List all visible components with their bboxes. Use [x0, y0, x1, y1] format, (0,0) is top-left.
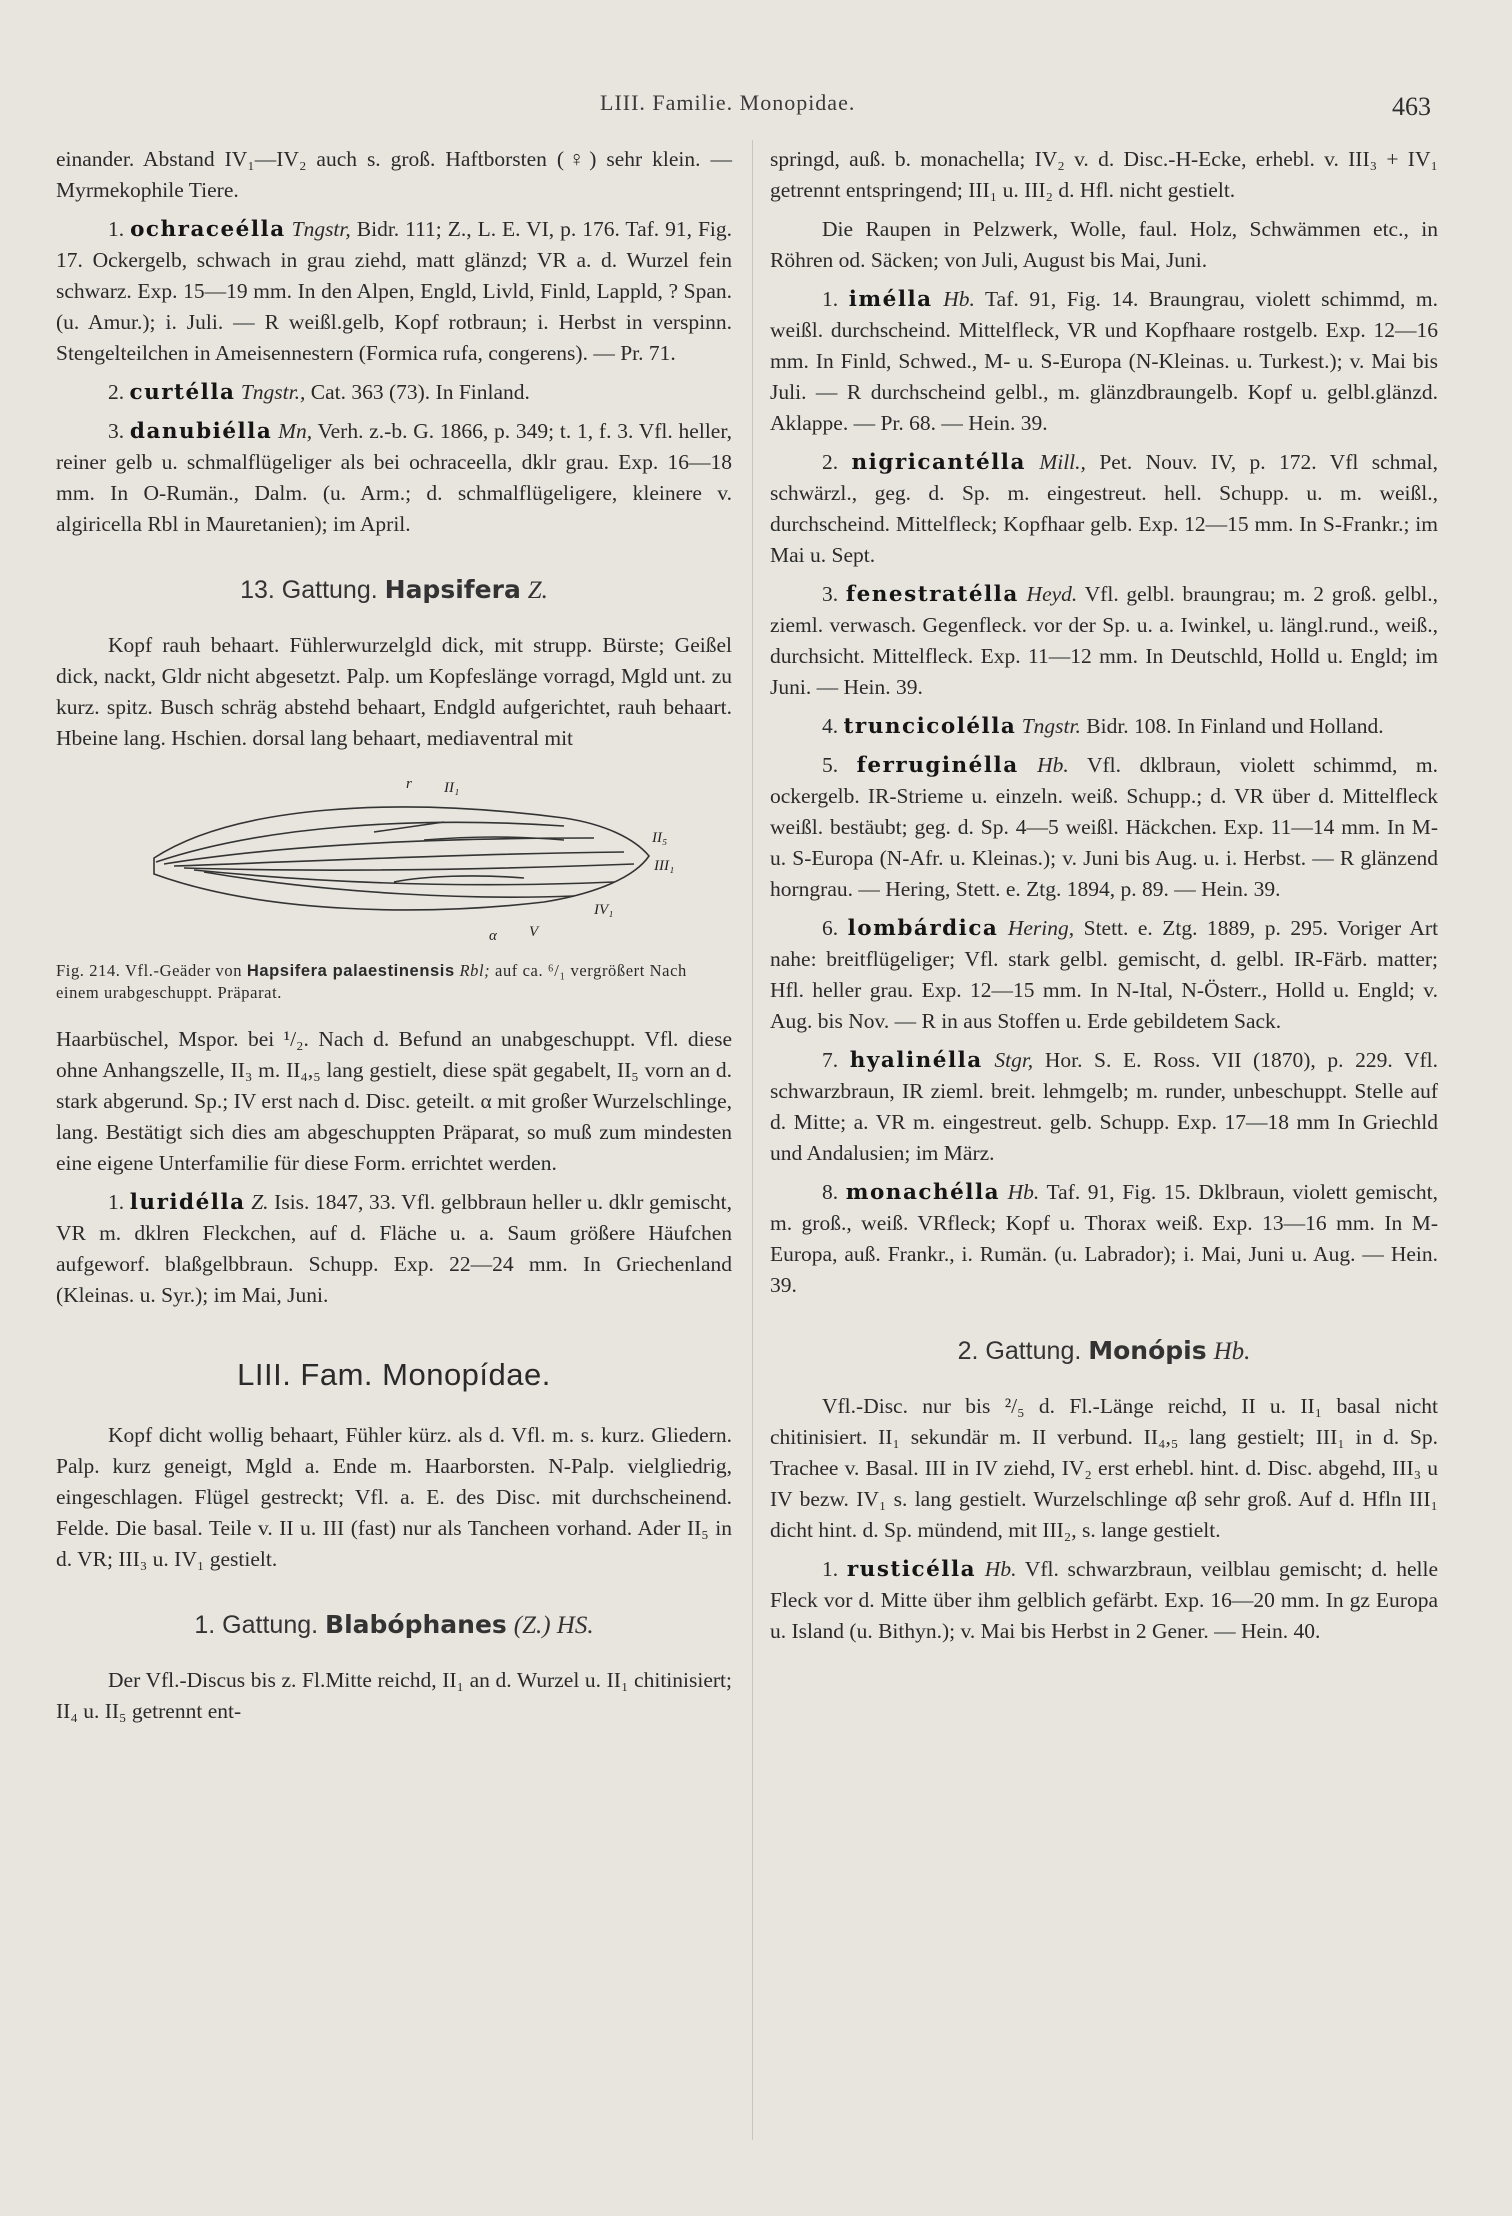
species-text: Vfl. schwarzbraun, veilblau gemischt; d. helle Fleck vor d. Mitte über ihm gelblich gefärbt. Exp. 16—20 mm. In gz Europa u. Island (u. Bithyn.); v. Mai bis Herbst in 2 Gener. — Hein. 40. — [770, 1557, 1438, 1643]
species-author: Mill., — [1039, 450, 1086, 474]
genus-description-continued: Haarbüschel, Mspor. bei ¹/₂. Nach d. Befund an unabgeschuppt. Vfl. diese ohne Anhangszelle, II₃ m. II₄,₅ lang gestielt, diese spät gegabelt, II₅ vorn an d. stark abgerund. Sp.; IV erst nach d. Disc. geteilt. α mit großer Wurzelschlinge, lang. Bestätigt sich dies am abgeschuppten Präparat, so muß zum mindesten eine eigene Unterfamilie für diese Form. errichtet werden. — [56, 1027, 732, 1175]
species-entry — [770, 1177, 1438, 1301]
species-author: Z. — [251, 1190, 269, 1214]
genus-description: Vfl.-Disc. nur bis ²/₅ d. Fl.-Länge reichd, II u. II₁ basal nicht chitinisiert. II₁ sekundär m. II verbund. II₄,₅ lang gestielt; III₁ in d. Sp. Trachee v. Basal. III in IV ziehd, IV₂ erst erhebl. hint. d. Disc. abgehd, III₃ u IV bezw. IV₁ s. lang gestielt. Wurzelschlinge αβ sehr groß. Auf d. Hfln III₁ dicht hint. d. Sp. mündend, mit III₂, s. lange gestielt. — [770, 1394, 1438, 1542]
running-head: LIII. Familie. Monopidae. — [600, 90, 856, 115]
entry-number: 8. — [822, 1180, 839, 1204]
entry-number: 1. — [822, 287, 839, 311]
caption-prefix: Fig. 214. Vfl.-Geäder von — [56, 961, 243, 980]
species-name: lombárdica — [847, 916, 999, 941]
species-text: Bidr. 111; Z., L. E. VI, p. 176. Taf. 91, Fig. 17. Ockergelb, schwach in grau ziehd, matt glänzd; VR a. d. Wurzel fein schwarz. Exp. 15—19 mm. In den Alpen, Engld, Livld, Finld, Lappld, ? Span. (u. Amur.); i. Juli. — R weißl.gelb, Kopf rotbraun; i. Herbst in verspinn. Stengelteilchen in Ameisennestern (Formica rufa, congerens). — Pr. 71. — [56, 217, 733, 365]
family-heading: LIII. Fam. Monopídae. — [237, 1357, 551, 1392]
genus-name: Blabóphanes — [325, 1610, 507, 1639]
genus-heading — [770, 1335, 1438, 1367]
genus-heading — [56, 1609, 732, 1641]
vein-label: IV₁ — [594, 902, 614, 918]
species-author: Hb. — [984, 1557, 1017, 1581]
genus-name: Hapsifera — [384, 575, 521, 604]
genus-description: Kopf rauh behaart. Fühlerwurzelgld dick, mit strupp. Bürste; Geißel dick, nackt, Gldr nicht abgesetzt. Palp. um Kopfeslänge vorragd, Mgld unt. zu kurz. spitz. Busch schräg abstehd behaart, Endgld aufgerichtet, rauh behaart. Hbeine lang. Hschien. dorsal lang behaart, mediaventral mit — [56, 633, 732, 750]
entry-number: 1. — [822, 1557, 839, 1581]
species-entry — [770, 447, 1438, 571]
species-entry — [56, 1187, 732, 1311]
caption-author: Rbl; — [459, 961, 491, 980]
species-entry — [770, 284, 1438, 439]
vein-label: r — [406, 776, 412, 792]
species-name: truncicolélla — [843, 714, 1017, 739]
vein-label: II₁ — [444, 780, 460, 796]
vein-label: α — [489, 928, 497, 944]
entry-number: 3. — [108, 419, 125, 443]
larva-note: Die Raupen in Pelzwerk, Wolle, faul. Holz, Schwämmen etc., in Röhren od. Säcken; von Juli, August bis Mai, Juni. — [770, 217, 1438, 272]
species-entry — [56, 377, 732, 408]
wing-venation-diagram — [94, 766, 694, 956]
genus-label: 1. Gattung. — [194, 1611, 319, 1639]
vein-label: II₅ — [652, 830, 668, 846]
right-column — [770, 144, 1438, 1655]
species-author: Tngstr., — [240, 380, 306, 404]
wing-venation-figure — [56, 766, 732, 1004]
species-author: Tngstr, — [291, 217, 351, 241]
species-text: Verh. z.-b. G. 1866, p. 349; t. 1, f. 3. Vfl. heller, reiner gelb u. schmalflügeliger als bei ochraceella, dklr grau. Exp. 16—18 mm. In O-Rumän., Dalm. (u. Arm.; d. schmalflügeligere, kleinere v. algiricella Rbl in Mauretanien); im April. — [56, 419, 733, 536]
species-name: ferruginélla — [856, 753, 1019, 778]
continued-text: springd, auß. b. monachella; IV₂ v. d. Disc.-H-Ecke, erhebl. v. III₃ + IV₁ getrennt entspringend; III₁ u. III₂ d. Hfl. nicht gestielt. — [770, 147, 1438, 202]
entry-number: 1. — [108, 1190, 125, 1214]
species-entry — [770, 913, 1438, 1037]
genus-author: Z. — [527, 577, 548, 604]
species-name: ochraceélla — [130, 217, 286, 242]
species-name: monachélla — [845, 1180, 1001, 1205]
entry-number: 4. — [822, 714, 839, 738]
species-text: Taf. 91, Fig. 15. Dklbraun, violett gemischt, m. groß., weiß. VRfleck; Kopf u. Thorax weiß. Exp. 13—16 mm. In M-Europa, auß. Frankr., i. Rumän. (u. Labrador); i. Mai, Juni u. Aug. — Hein. 39. — [770, 1180, 1439, 1297]
species-name: nigricantélla — [851, 450, 1026, 475]
vein-label: III₁ — [654, 858, 675, 874]
species-text: Vfl. dklbraun, violett schimmd, m. ockergelb. IR-Strieme u. einzeln. weiß. Schupp.; d. VR über d. Mittelfleck weißl. bestäubt; geg. d. Sp. 4—5 weißl. Häckchen. Exp. 11—14 mm. In M- u. S-Europa (N-Afr. u. Kleinas.); v. Juni bis Aug. u. i. Herbst. — R glänzend horngrau. — Hering, Stett. e. Ztg. 1894, p. 89. — Hein. 39. — [770, 753, 1439, 901]
column-divider — [752, 140, 753, 2140]
family-description: Kopf dicht wollig behaart, Fühler kürz. als d. Vfl. m. s. kurz. Gliedern. Palp. kurz geneigt, Mgld a. Ende m. Haarborsten. N-Palp. vielgliedrig, eingeschlagen. Flügel gestreckt; Vfl. a. E. des Disc. mit durchscheinend. Felde. Die basal. Teile v. II u. III (fast) nur als Tancheen vorhand. Ader II₅ in d. VR; III₃ u. IV₁ gestielt. — [56, 1423, 732, 1571]
species-author: Tngstr. — [1021, 714, 1081, 738]
entry-number: 3. — [822, 582, 839, 606]
species-name: danubiélla — [129, 419, 273, 444]
species-author: Heyd. — [1026, 582, 1078, 606]
genus-label: 2. Gattung. — [957, 1337, 1082, 1365]
entry-number: 7. — [822, 1048, 839, 1072]
genus-name: Monópis — [1088, 1336, 1207, 1365]
entry-number: 2. — [822, 450, 839, 474]
entry-number: 1. — [108, 217, 125, 241]
species-entry — [56, 214, 732, 369]
species-name: fenestratélla — [845, 582, 1019, 607]
caption-suffix: auf ca. ⁶/₁ vergrößert Nach einem urabgeschuppt. Präparat. — [56, 961, 687, 1002]
entry-number: 6. — [822, 916, 839, 940]
species-entry — [770, 1045, 1438, 1169]
species-text: Vfl. gelbl. braungrau; m. 2 groß. gelbl., zieml. verwasch. Gegenfleck. vor der Sp. u. a. Iwinkel, u. längl.rund., weiß., durchsicht. Mittelfleck. Exp. 11—12 mm. In Deutschld, Holld u. Engld; im Juni. — Hein. 39. — [770, 582, 1439, 699]
species-author: Hering, — [1007, 916, 1075, 940]
species-entry — [770, 1554, 1438, 1647]
genus-author: Hb. — [1213, 1338, 1251, 1365]
species-name: rusticélla — [846, 1557, 977, 1582]
species-text: Pet. Nouv. IV, p. 172. Vfl schmal, schwärzl., geg. d. Sp. m. eingestreut. hell. Schupp. u. m. weißl., durchscheind. Mittelfleck; Kopfhaar gelb. Exp. 12—15 mm. In S-Frankr.; im Mai u. Sept. — [770, 450, 1439, 567]
entry-number: 5. — [822, 753, 839, 777]
figure-caption — [56, 960, 732, 1004]
entry-number: 2. — [108, 380, 125, 404]
species-author: Mn, — [278, 419, 313, 443]
genus-heading — [56, 574, 732, 606]
species-entry — [56, 416, 732, 540]
species-entry — [770, 711, 1438, 742]
genus-author: (Z.) HS. — [513, 1612, 594, 1639]
genus-label: 13. Gattung. — [240, 576, 378, 604]
species-text: Bidr. 108. In Finland und Holland. — [1086, 714, 1384, 738]
species-author: Stgr, — [994, 1048, 1034, 1072]
caption-species: Hapsifera palaestinensis — [246, 962, 455, 980]
species-author: Hb. — [1037, 753, 1069, 777]
species-author: Hb. — [943, 287, 975, 311]
species-text: Isis. 1847, 33. Vfl. gelbbraun heller u. dklr gemischt, VR m. dklren Fleckchen, auf d. Fläche u. a. Saum größere Häufchen aufgeworf. blaßgelbbraun. Schupp. Exp. 22—24 mm. In Griechenland (Kleinas. u. Syr.); im Mai, Juni. — [56, 1190, 733, 1307]
species-text: Hor. S. E. Ross. VII (1870), p. 229. Vfl. schwarzbraun, IR zieml. breit. lehmgelb; m. runder, unbeschuppt. Stelle auf d. Mitte; a. VR m. eingestreut. gelb. Schupp. Exp. 17—18 mm In Griechld und Andalusien; im März. — [770, 1048, 1439, 1165]
left-column — [56, 144, 732, 1735]
species-name: curtélla — [129, 380, 236, 405]
species-name: imélla — [848, 287, 933, 312]
species-text: Cat. 363 (73). In Finland. — [310, 380, 530, 404]
species-text: Stett. e. Ztg. 1889, p. 295. Voriger Art nahe: breitflügeliger; Vfl. stark gelbl. gemischt, d. gelbl. IR-Färb. matter; Hfl. heller grau. Exp. 12—15 mm. In N-Ital, N-Österr., Holld u. Engld; v. Aug. bis Nov. — R in aus Stoffen u. Erde gebildetem Sack. — [770, 916, 1439, 1033]
species-name: hyalinélla — [849, 1048, 983, 1073]
vein-label: V — [529, 924, 539, 940]
genus-description: Der Vfl.-Discus bis z. Fl.Mitte reichd, II₁ an d. Wurzel u. II₁ chitinisiert; II₄ u. II₅ getrennt ent- — [56, 1668, 732, 1723]
species-name: luridélla — [129, 1190, 246, 1215]
species-entry — [770, 579, 1438, 703]
page-number: 463 — [1392, 92, 1431, 121]
species-entry — [770, 750, 1438, 905]
continued-text: einander. Abstand IV₁—IV₂ auch s. groß. Haftborsten (♀) sehr klein. — Myrmekophile Tiere. — [56, 147, 732, 202]
species-text: Taf. 91, Fig. 14. Braungrau, violett schimmd, m. weißl. durchscheind. Mittelfleck, VR und Kopfhaare rostgelb. Exp. 12—16 mm. In Finld, Schwed., M- u. S-Europa (N-Kleinas. u. Turkest.); v. Mai bis Juli. — R durchscheind gelbl., m. glänzdbraungelb. Kopf u. gelbl.glänzd. Aklappe. — Pr. 68. — Hein. 39. — [770, 287, 1439, 435]
species-author: Hb. — [1007, 1180, 1040, 1204]
